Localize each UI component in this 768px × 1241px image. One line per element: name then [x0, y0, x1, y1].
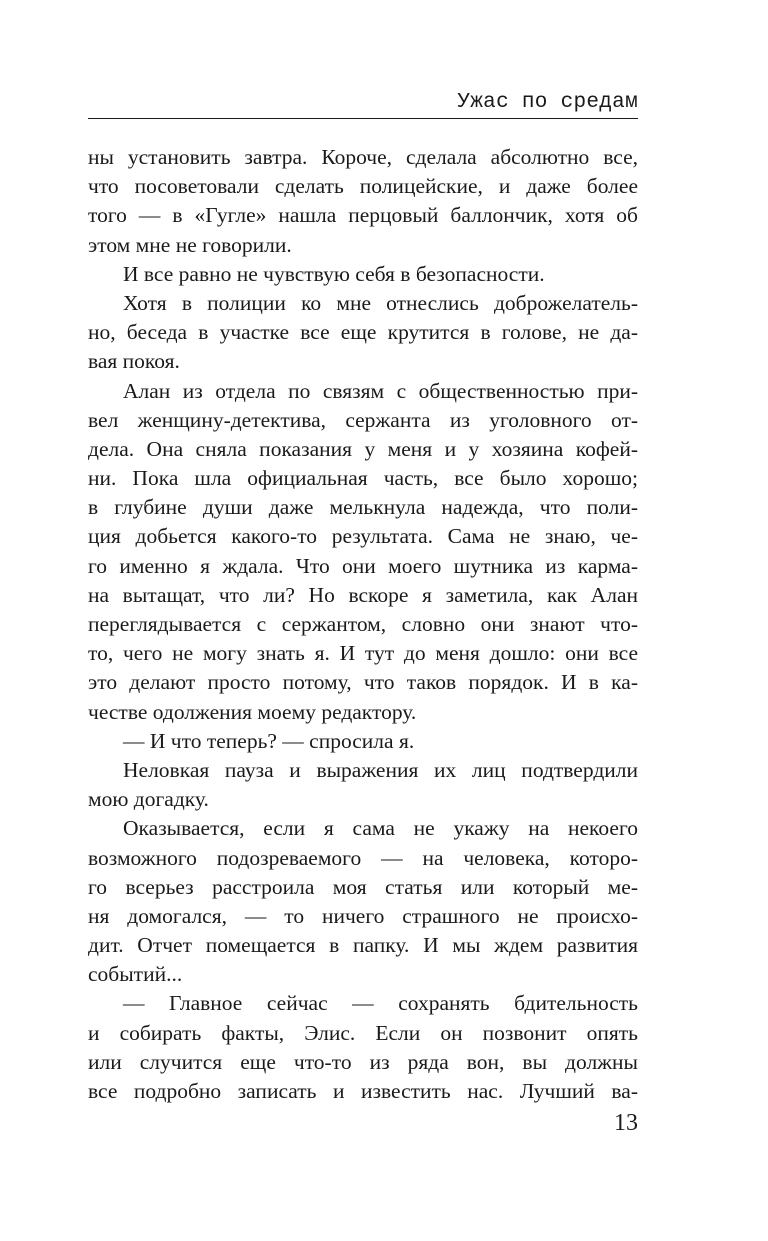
text-line: того — в «Гугле» нашла перцовый баллончик, хотя об	[88, 203, 638, 228]
text-line: Оказывается, если я сама не укажу на некоего	[123, 816, 638, 841]
book-page	[88, 0, 638, 1241]
text-line: событий...	[88, 962, 183, 987]
page-number: 13	[614, 1110, 638, 1136]
running-header	[88, 92, 638, 119]
text-line: — И что теперь? — спросила я.	[123, 728, 415, 753]
text-line: на вытащат, что ли? Но вскоре я заметила, как Алан	[88, 582, 638, 607]
text-line: этом мне не говорили.	[88, 232, 292, 257]
text-line: го всерьез расстроила моя статья или который ме-	[88, 874, 638, 899]
text-line: вел женщину-детектива, сержанта из уголовного от-	[88, 407, 638, 432]
text-line: вая покоя.	[88, 349, 180, 374]
text-line: но, беседа в участке все еще крутится в голове, не да-	[88, 320, 638, 345]
text-line: ция добьется какого-то результата. Сама не знаю, че-	[88, 524, 638, 549]
text-line: ны установить завтра. Короче, сделала абсолютно все,	[88, 145, 638, 169]
text-line: и собирать факты, Элис. Если он позвонит опять	[88, 1020, 638, 1045]
body-text	[88, 143, 638, 1106]
text-line: дит. Отчет помещается в папку. И мы ждем развития	[88, 933, 638, 958]
text-line: все подробно записать и известить нас. Лучший ва-	[88, 1079, 638, 1103]
text-line: то, чего не могу знать я. И тут до меня дошло: они все	[88, 641, 638, 666]
text-line: мою догадку.	[88, 787, 209, 812]
text-line: ни. Пока шла официальная часть, все было хорошо;	[88, 466, 638, 491]
text-line: или случится еще что-то из ряда вон, вы должны	[88, 1049, 638, 1074]
text-line: это делают просто потому, что таков порядок. И в ка-	[88, 670, 638, 695]
text-line: честве одолжения моему редактору.	[88, 699, 417, 724]
text-line: в глубине души даже мелькнула надежда, что поли-	[88, 495, 638, 520]
text-line: Хотя в полиции ко мне отнеслись доброжелатель-	[123, 290, 638, 315]
text-line: Неловкая пауза и выражения их лиц подтвердили	[123, 757, 638, 782]
text-line: ня домогался, — то ничего страшного не происхо-	[88, 903, 638, 928]
text-line: Алан из отдела по связям с общественностью при-	[123, 378, 638, 403]
text-line: возможного подозреваемого — на человека, которо-	[88, 845, 638, 870]
text-line: — Главное сейчас — сохранять бдительность	[123, 991, 638, 1016]
text-line: дела. Она сняла показания у меня и у хозяина кофей-	[88, 436, 638, 461]
text-line: И все равно не чувствую себя в безопасности.	[123, 261, 545, 286]
text-line: переглядывается с сержантом, словно они знают что-	[88, 612, 638, 636]
running-title: Ужас по средам	[457, 91, 638, 114]
text-line: что посоветовали сделать полицейские, и даже более	[88, 174, 638, 199]
text-line: го именно я ждала. Что они моего шутника из карма-	[88, 553, 638, 578]
